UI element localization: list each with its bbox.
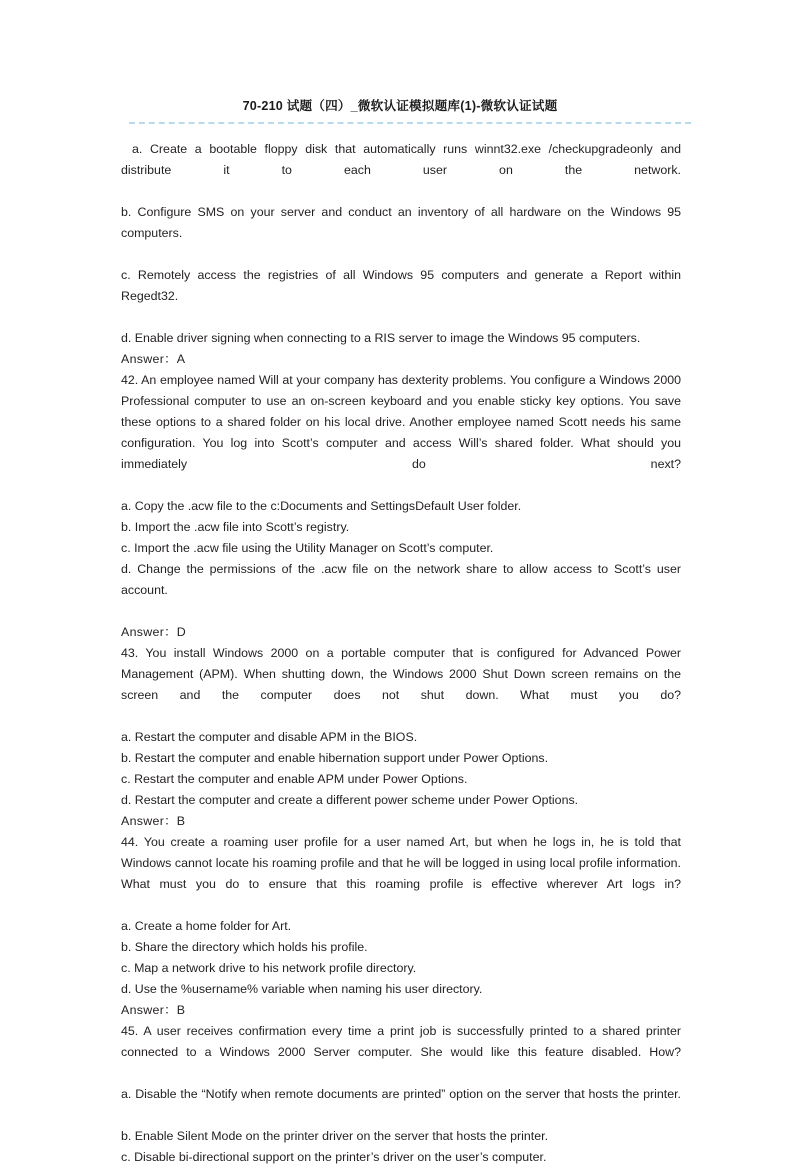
choice-paragraph: c. Disable bi-directional support on the printer’s driver on the user’s computer. — [121, 1150, 547, 1164]
answer-line: Answer：B — [121, 1003, 186, 1017]
page-title: 70-210 试题（四）_微软认证模拟题库(1)-微软认证试题 — [242, 99, 558, 113]
question-paragraph: 42. An employee named Will at your company has dexterity problems. You configure a Windows 2000 Professional computer to use an on-screen keyboard and you enable sticky key options. You save these options to a shared folder on his local drive. Another employee named Scott needs his same configuration. You log into Scott’s computer and access Will’s shared folder. What should you immediately do next? — [121, 373, 681, 471]
answer-line: Answer：A — [121, 352, 186, 366]
choice-paragraph: a. Disable the “Notify when remote documents are printed” option on the server that hosts the printer. — [121, 1087, 681, 1101]
choice-paragraph: c. Map a network drive to his network profile directory. — [121, 961, 417, 975]
choice-paragraph: d. Change the permissions of the .acw file on the network share to allow access to Scott’s user account. — [121, 562, 681, 597]
title-divider — [129, 122, 691, 124]
choice-paragraph: d. Restart the computer and create a different power scheme under Power Options. — [121, 793, 579, 807]
choice-paragraph: a. Restart the computer and disable APM in the BIOS. — [121, 730, 418, 744]
choice-paragraph: a. Create a home folder for Art. — [121, 919, 292, 933]
question-paragraph: 43. You install Windows 2000 on a portable computer that is configured for Advanced Power Management (APM). When shutting down, the Windows 2000 Shut Down screen remains on the screen and the computer does not shut down. What must you do? — [121, 646, 681, 702]
answer-line: Answer：D — [121, 625, 187, 639]
choice-paragraph: c. Import the .acw file using the Utility Manager on Scott’s computer. — [121, 541, 494, 555]
choice-paragraph: b. Share the directory which holds his profile. — [121, 940, 368, 954]
choice-paragraph: d. Use the %username% variable when naming his user directory. — [121, 982, 483, 996]
choice-paragraph: d. Enable driver signing when connecting to a RIS server to image the Windows 95 computers. — [121, 331, 641, 345]
choice-paragraph: b. Configure SMS on your server and conduct an inventory of all hardware on the Windows 95 computers. — [121, 205, 681, 240]
question-paragraph: 44. You create a roaming user profile for a user named Art, but when he logs in, he is told that Windows cannot locate his roaming profile and that he will be logged in using local profile information. What must you do to ensure that this roaming profile is effective wherever Art logs in? — [121, 835, 681, 891]
choice-paragraph: b. Enable Silent Mode on the printer driver on the server that hosts the printer. — [121, 1129, 549, 1143]
choice-paragraph: a. Create a bootable floppy disk that automatically runs winnt32.exe /checkupgradeonly and distribute it to each user on the network. — [121, 142, 681, 177]
question-paragraph: 45. A user receives confirmation every time a print job is successfully printed to a shared printer connected to a Windows 2000 Server computer. She would like this feature disabled. How? — [121, 1024, 681, 1059]
choice-paragraph: b. Import the .acw file into Scott’s registry. — [121, 520, 350, 534]
choice-paragraph: c. Restart the computer and enable APM under Power Options. — [121, 772, 468, 786]
document-body — [121, 139, 681, 1168]
answer-line: Answer：B — [121, 814, 186, 828]
choice-paragraph: b. Restart the computer and enable hibernation support under Power Options. — [121, 751, 549, 765]
choice-paragraph: c. Remotely access the registries of all Windows 95 computers and generate a Report within Regedt32. — [121, 268, 681, 303]
choice-paragraph: a. Copy the .acw file to the c:Documents and SettingsDefault User folder. — [121, 499, 522, 513]
